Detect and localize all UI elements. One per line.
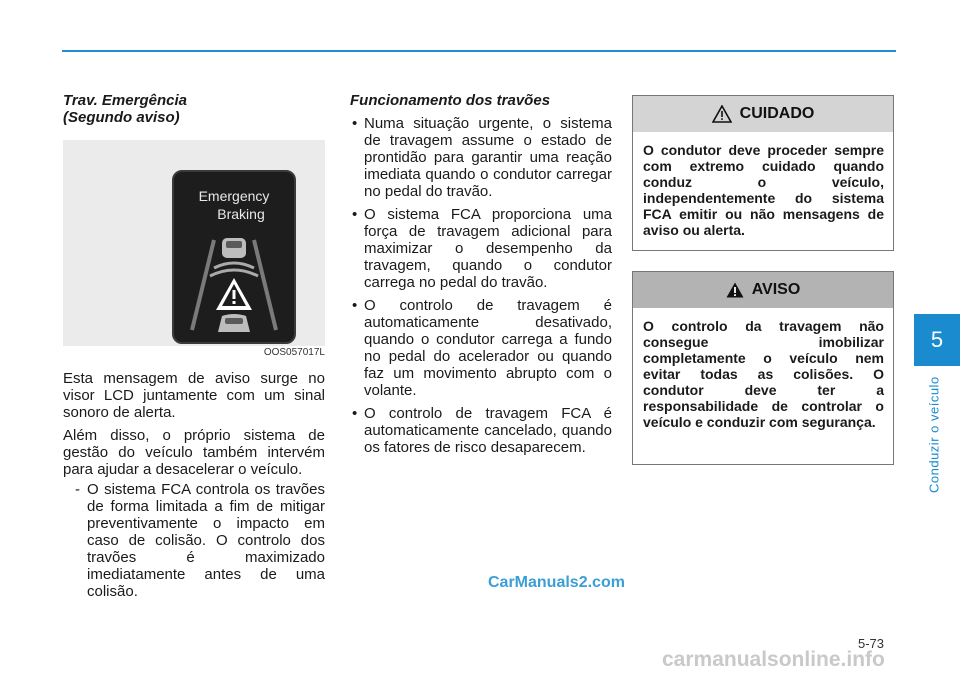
- list-item: [350, 297, 612, 399]
- list-item: [350, 206, 612, 291]
- middle-column: [350, 92, 612, 462]
- dash-item-text: O sistema FCA controla os travões de forma limitada a fim de mitigar preventivamente o impacto em caso de colisão. O controlo dos travões é maximizado imediatamente antes de uma colisão.: [87, 481, 325, 600]
- caution-header: [633, 96, 893, 132]
- figure-caption: OOS057017L: [263, 347, 325, 358]
- paragraph-2: Além disso, o próprio sistema de gestão do veículo também intervém para ajudar a desacelerar o veículo.: [63, 427, 325, 478]
- left-column: [63, 92, 325, 600]
- lcd-text-line-2: Braking: [217, 206, 265, 222]
- heading-line-2: (Segundo aviso): [63, 109, 180, 126]
- top-rule: [62, 50, 896, 52]
- figure-lcd-warning: [63, 140, 325, 358]
- list-item: [350, 405, 612, 456]
- list-item: [350, 115, 612, 200]
- lcd-display: [172, 170, 296, 344]
- warning-title: AVISO: [751, 281, 801, 298]
- bullet-marker: •: [352, 115, 358, 132]
- dash-marker: -: [75, 481, 80, 498]
- list-item-text: Numa situação urgente, o sistema de travagem assume o estado de prontidão para garantir uma reação imediata quando o condutor carregar no pedal do travão.: [364, 115, 612, 200]
- bullet-marker: •: [352, 297, 358, 314]
- bullet-marker: •: [352, 405, 358, 422]
- warning-text: O controlo da travagem não consegue imobilizar completamente o veículo nem evitar todas as colisões. O condutor deve ter a responsabilidade de controlar o veículo e conduzir com segurança.: [643, 318, 884, 430]
- chapter-title: Conduzir o veículo: [926, 376, 942, 494]
- list-item-text: O controlo de travagem é automaticamente desativado, quando o condutor carrega a fundo no pedal do acelerador ou quando faz um movimento abrupto com o volante.: [364, 297, 612, 399]
- warning-filled-icon: [726, 282, 744, 298]
- paragraph-1: Esta mensagem de aviso surge no visor LCD juntamente com um sinal sonoro de alerta.: [63, 370, 325, 421]
- collision-warning-icon: [184, 232, 284, 332]
- bullet-list: [350, 115, 612, 456]
- list-item-text: O sistema FCA proporciona uma força de travagem adicional para maximizar o desempenho da travagem, quando o condutor carrega no pedal do travão.: [364, 206, 612, 291]
- dash-list-item: [63, 481, 325, 600]
- lcd-text-line-1: Emergency: [198, 188, 270, 204]
- page-number: 5-73: [858, 636, 885, 651]
- bullet-marker: •: [352, 206, 358, 223]
- watermark-carmanuals2: CarManuals2.com: [488, 574, 625, 591]
- list-item-text: O controlo de travagem FCA é automaticamente cancelado, quando os fatores de risco desaparecem.: [364, 405, 612, 456]
- caution-text: O condutor deve proceder sempre com extremo cuidado quando conduz o veículo, independentemente do sistema FCA emitir ou não mensagens de aviso ou alerta.: [643, 142, 884, 238]
- warning-box: [632, 271, 894, 465]
- section-heading-brake-operation: Funcionamento dos travões: [350, 92, 551, 109]
- heading-line-1: Trav. Emergência: [63, 92, 187, 109]
- section-heading-emergency-braking: [63, 92, 325, 126]
- watermark-carmanualsonline: carmanualsonline.info: [662, 648, 885, 671]
- caution-box: [632, 95, 894, 251]
- caution-title: CUIDADO: [739, 105, 815, 122]
- chapter-number-tab: 5: [914, 314, 960, 366]
- warning-header: [633, 272, 893, 308]
- warning-outline-icon: [712, 105, 732, 123]
